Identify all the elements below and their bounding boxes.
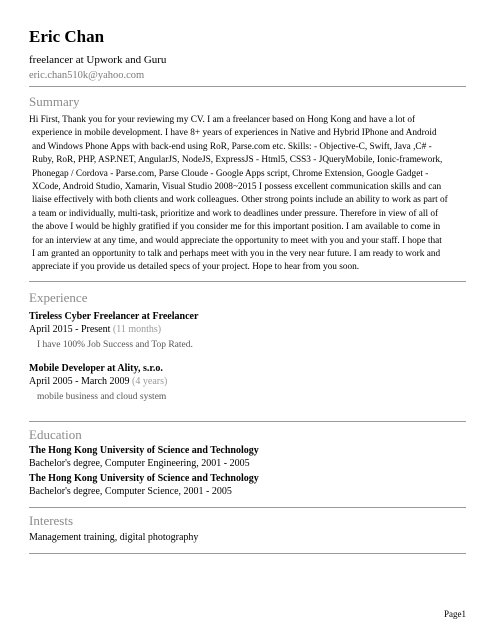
education-degree: Bachelor's degree, Computer Science, 2001 - 2005 (29, 485, 232, 497)
divider (29, 281, 466, 282)
summary-line: for an interview at any time, and would appreciate the opportunity to meet with you and your staff. I hope that (32, 235, 442, 246)
education-entry (29, 472, 466, 498)
summary-text (29, 114, 466, 275)
education-degree: Bachelor's degree, Computer Engineering, 2001 - 2005 (29, 457, 250, 469)
section-title-education: Education (29, 426, 82, 442)
summary-line: I am granted an opportunity to talk and perhaps meet with you in the very near future. I am ready to work and (32, 249, 441, 260)
candidate-name: Eric Chan (29, 27, 105, 46)
job-entry (29, 362, 466, 404)
divider (29, 421, 466, 422)
summary-line: Ruby, RoR, PHP, ASP.NET, AngularJS, NodeJS, ExpressJS - Html5, CSS3 - JQueryMobile, Ionic-framework, (32, 155, 443, 166)
summary-line: Phonegap / Cordova - Parse.com, Parse Cloude - Google Apps script, Chrome Extension, Google Gadget - (32, 168, 429, 179)
job-description: mobile business and cloud system (37, 391, 167, 402)
divider (29, 86, 466, 87)
summary-line: appreciate if you provide us detailed specs of your project. Hope to hear from you soon. (32, 262, 360, 273)
page-number: Page1 (444, 609, 466, 619)
section-title-summary: Summary (29, 94, 80, 109)
job-description: I have 100% Job Success and Top Rated. (37, 339, 193, 350)
job-duration: (4 years) (132, 375, 168, 387)
education-entry (29, 444, 466, 470)
candidate-headline: freelancer at Upwork and Guru (29, 54, 167, 66)
resume-header (29, 26, 466, 83)
interests-section (29, 513, 466, 544)
job-duration: (11 months) (112, 323, 162, 335)
job-date-range: April 2015 - Present (29, 323, 111, 335)
section-title-experience: Experience (29, 289, 88, 305)
summary-line: the above I would be highly gratified if you consider me for this important position. I am available to come in (32, 222, 441, 233)
divider (29, 507, 466, 508)
divider (29, 553, 466, 554)
summary-section (29, 94, 466, 275)
summary-line: and Windows Phone Apps with back-end using RoR, Parse.com etc. Skills: - Objective-C, Swift, Java ,C# - (32, 141, 432, 152)
job-dates (29, 375, 466, 388)
job-date-range: April 2005 - March 2009 (29, 375, 130, 387)
education-section (29, 427, 466, 498)
candidate-email: eric.chan510k@yahoo.com (29, 70, 145, 81)
education-school: The Hong Kong University of Science and Technology (29, 472, 259, 484)
summary-line: Hi First, Thank you for your reviewing my CV. I am a freelancer based on Hong Kong and have a lot of (29, 115, 416, 125)
summary-line: a team or individually, multi-task, prioritize and work to deadlines under pressure. Therefore in view of all of (32, 208, 439, 219)
job-title: Mobile Developer at Ality, s.r.o. (29, 362, 163, 374)
summary-line: XCode, Android Studio, Xamarin, Visual Studio 2008~2015 I possess excellent communication skills and can (32, 182, 442, 193)
summary-line: liaise effectively with both clients and work colleagues. Other strong points include an ability to work as part of (32, 195, 448, 206)
job-entry (29, 310, 466, 352)
interests-text: Management training, digital photography (29, 531, 199, 543)
summary-line: experience in mobile development. I have 8+ years of experiences in Native and Hybrid IPhone and Android (32, 128, 437, 139)
experience-section (29, 290, 466, 404)
section-title-interests: Interests (29, 512, 74, 528)
education-school: The Hong Kong University of Science and Technology (29, 444, 259, 456)
job-dates (29, 323, 466, 336)
job-title: Tireless Cyber Freelancer at Freelancer (29, 310, 199, 322)
